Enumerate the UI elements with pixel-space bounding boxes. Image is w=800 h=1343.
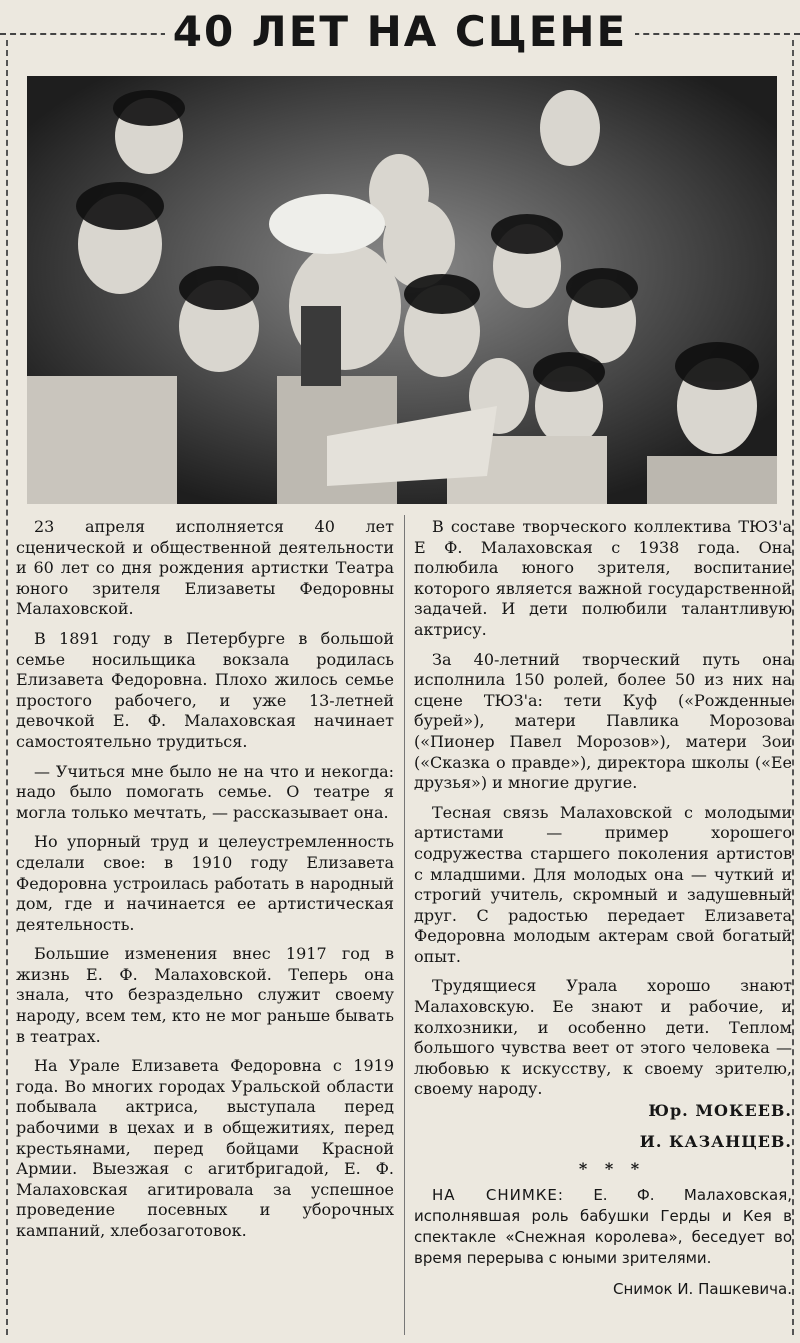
right-column — [414, 517, 792, 1309]
column-divider — [404, 515, 405, 1335]
caption-lead: НА СНИМКЕ: — [432, 1186, 564, 1205]
paragraph: В составе творческого коллектива ТЮЗ'а Е Ф. Малаховская с 1938 года. Она полюбила юного зрителя, воспитание которого является важной государственной задачей. И дети полюбили талантливую актрису. — [414, 517, 792, 639]
headline-text: 40 ЛЕТ НА СЦЕНЕ — [165, 7, 636, 56]
group-photo — [27, 76, 777, 504]
paragraph: За 40-летний творческий путь она исполнила 150 ролей, более 50 из них на сцене ТЮЗ'а: тети Куф («Рожденные бурей»), матери Павлика Морозова («Пионер Павел Морозов»), матери Зои («Сказка о правде»), директора школы («Ее друзья») и многие другие. — [414, 649, 792, 793]
left-column — [16, 517, 394, 1251]
paragraph: — Учиться мне было не на что и некогда: надо было помогать семье. О театре я могла только мечтать, — рассказывает она. — [16, 761, 394, 822]
author-signature: И. КАЗАНЦЕВ. — [639, 1132, 792, 1152]
photo-caption — [414, 1185, 792, 1269]
photo-credit: Снимок И. Пашкевича. — [612, 1280, 792, 1299]
paragraph: В 1891 году в Петербурге в большой семье носильщика вокзала родилась Елизавета Федоровна. Плохо жилось семье простого рабочего, и уже 13-летней девочкой Е. Ф. Малаховская начинает самостоятельно трудиться. — [16, 628, 394, 751]
paragraph: Большие изменения внес 1917 год в жизнь Е. Ф. Малаховской. Теперь она знала, что безраздельно служит своему народу, всем тем, кто не мог раньше бывать в театрах. — [16, 944, 394, 1046]
paragraph: Трудящиеся Урала хорошо знают Малаховскую. Ее знают и рабочие, и колхозники, и особенно дети. Теплом большого чувства веет от этого человека — любовью к искусству, к своему зрителю, своему народу. — [414, 976, 792, 1099]
headline — [0, 4, 800, 60]
separator-stars: * * * — [578, 1159, 646, 1179]
paragraph: На Урале Елизавета Федоровна с 1919 года. Во многих городах Уральской области побывала актриса, выступала перед рабочими в цехах и в общежитиях, перед крестьянами, перед бойцами Красной Армии. Выезжая с агитбригадой, Е. Ф. Малаховская агитировала за успешное проведение посевных и уборочных кампаний, хлебозаготовок. — [16, 1056, 394, 1240]
right-border — [792, 40, 794, 1335]
author-signature: Юр. МОКЕЕВ. — [648, 1101, 792, 1121]
caption-text: Е. Ф. Малаховская, исполнявшая роль бабушки Герды и Кея в спектакле «Снежная королева», беседует во время перерыва с юными зрителями. — [414, 1186, 792, 1268]
left-border — [6, 40, 8, 1335]
photo-illustration — [27, 76, 777, 504]
paragraph: 23 апреля исполняется 40 лет сценической и общественной деятельности и 60 лет со дня рождения артистки Театра юного зрителя Елизаветы Федоровны Малаховской. — [16, 517, 394, 619]
paragraph: Но упорный труд и целеустремленность сделали свое: в 1910 году Елизавета Федоровна устроилась работать в народный дом, где и начинается ее артистическая деятельность. — [16, 832, 394, 934]
paragraph: Тесная связь Малаховской с молодыми артистами — пример хорошего содружества старшего поколения артистов с младшими. Для молодых она — чуткий и строгий учитель, скромный и задушевный друг. С радостью передает Елизавета Федоровна молодым актерам свой богатый опыт. — [414, 802, 792, 966]
